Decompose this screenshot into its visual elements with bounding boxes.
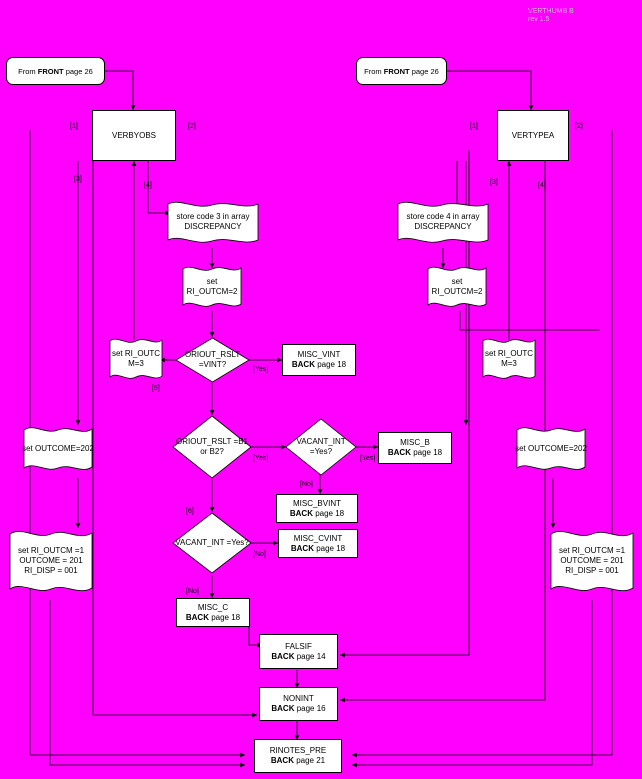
verbyobs-label: VERBYOBS bbox=[111, 130, 156, 140]
from-front-left-pre: From bbox=[18, 66, 38, 76]
dec-b1b2-line1: ORIOUT_RSLT bbox=[176, 437, 232, 447]
flag-set-final-left[interactable] bbox=[8, 528, 94, 600]
misc-b-ref-strong: BACK bbox=[387, 448, 411, 457]
edge-label-l1: [1] bbox=[70, 123, 78, 130]
set-riout3-left-line2: RI_OUTC M=3 bbox=[124, 349, 161, 368]
misc-bvint-ref-strong: BACK bbox=[289, 508, 313, 518]
from-front-right-post: page 26 bbox=[409, 66, 439, 76]
flag-store-code-4[interactable] bbox=[396, 200, 490, 250]
misc-cvint-ref-rest: page 18 bbox=[313, 543, 346, 553]
set-outcome202-left-line2: OUTCOME=202 bbox=[35, 443, 94, 453]
misc-vint-ref-strong: BACK bbox=[291, 360, 315, 369]
flag-set-riout3-right[interactable] bbox=[481, 337, 537, 385]
edge-label-l4: [4] bbox=[144, 182, 152, 189]
misc-vint-ref-rest: page 18 bbox=[314, 360, 347, 369]
ref-nonint[interactable] bbox=[259, 687, 338, 721]
from-front-left-post: page 26 bbox=[63, 66, 93, 76]
set-final-left-line2: RI_OUTCM =1 bbox=[30, 546, 85, 555]
misc-c-title: MISC_C bbox=[197, 602, 229, 612]
from-front-left-strong: FRONT bbox=[37, 66, 64, 76]
set-final-left-line4: RI_DISP = 001 bbox=[24, 566, 78, 575]
ref-rinotes-pre[interactable] bbox=[254, 739, 342, 773]
misc-c-ref-rest: page 18 bbox=[208, 612, 241, 622]
set-outcome202-right-line1: set bbox=[515, 443, 526, 453]
edge-label-r3: [3] bbox=[490, 179, 498, 186]
ref-misc-cvint[interactable] bbox=[278, 529, 358, 558]
ref-misc-c[interactable] bbox=[176, 598, 250, 627]
edge-label-yes1: [Yes] bbox=[253, 366, 269, 373]
flag-set-final-right[interactable] bbox=[549, 528, 635, 600]
dec-vint-line2: =VINT? bbox=[198, 360, 227, 369]
flag-set-riout3-left[interactable] bbox=[108, 337, 164, 385]
edge-label-r4: [4] bbox=[538, 182, 546, 189]
store3-line2: DISCREPANCY bbox=[184, 222, 242, 231]
misc-bvint-ref-rest: page 18 bbox=[312, 508, 345, 518]
node-vertypea[interactable] bbox=[497, 110, 569, 161]
decision-vacant-int-bottom[interactable] bbox=[172, 512, 252, 574]
set-riout3-left-line1: set bbox=[111, 349, 123, 358]
edge-label-no3: [No] bbox=[253, 551, 266, 558]
set-final-right-line4: RI_DISP = 001 bbox=[565, 566, 619, 575]
flag-set-riout2-right[interactable] bbox=[426, 265, 488, 313]
falsif-ref-rest: page 14 bbox=[294, 651, 326, 661]
set-final-right-line3: OUTCOME = 201 bbox=[560, 556, 624, 565]
set-riout2-left-line2: RI_OUTCM=2 bbox=[186, 287, 238, 296]
from-front-right-strong: FRONT bbox=[383, 66, 410, 76]
set-final-right-line1: set bbox=[558, 546, 570, 555]
ref-misc-b[interactable] bbox=[378, 432, 452, 464]
misc-vint-title: MISC_VINT bbox=[297, 350, 341, 359]
set-riout3-right-line2: RI_OUTC M=3 bbox=[497, 349, 534, 368]
edge-label-no4: [No] bbox=[186, 588, 199, 595]
set-final-left-line3: OUTCOME = 201 bbox=[19, 556, 83, 565]
from-front-right-pre: From bbox=[364, 66, 384, 76]
node-verbyobs[interactable] bbox=[92, 110, 176, 161]
set-final-right-line2: RI_OUTCM =1 bbox=[571, 546, 626, 555]
store3-line1: store code 3 in array bbox=[176, 212, 250, 221]
misc-b-ref-rest: page 18 bbox=[410, 448, 443, 457]
decision-oriout-vint[interactable] bbox=[175, 337, 250, 383]
falsif-title: FALSIF bbox=[285, 641, 312, 651]
set-riout2-right-line2: RI_OUTCM=2 bbox=[431, 287, 483, 296]
misc-b-title: MISC_B bbox=[400, 438, 430, 447]
dec-vacant-top-line2: =Yes? bbox=[309, 447, 333, 456]
vertypea-label: VERTYPEA bbox=[511, 130, 555, 140]
rinotes-pre-ref-rest: page 21 bbox=[293, 756, 326, 765]
connector-from-front-left[interactable] bbox=[6, 57, 105, 85]
dec-vacant-bottom-line2: =Yes? bbox=[226, 538, 249, 548]
nonint-ref-rest: page 16 bbox=[294, 704, 326, 713]
decision-vacant-int-top[interactable] bbox=[285, 418, 357, 476]
set-riout3-right-line1: set bbox=[484, 349, 496, 358]
falsif-ref-strong: BACK bbox=[271, 651, 295, 661]
misc-c-ref-strong: BACK bbox=[185, 612, 209, 622]
connector-from-front-right[interactable] bbox=[356, 57, 447, 85]
dec-vint-line1: ORIOUT_RSLT bbox=[184, 350, 241, 360]
ref-misc-vint[interactable] bbox=[282, 344, 356, 376]
flag-store-code-3[interactable] bbox=[166, 200, 260, 250]
edge-label-l2: [2] bbox=[188, 123, 196, 130]
watermark: VERTHUMB B rev 1.5 bbox=[528, 8, 574, 24]
nonint-ref-strong: BACK bbox=[271, 704, 295, 713]
edge-label-l3: [3] bbox=[74, 176, 82, 183]
store4-line1: store code 4 in array bbox=[406, 212, 480, 221]
set-riout2-left-line1: set bbox=[206, 277, 218, 286]
edge-label-r2: [2] bbox=[575, 123, 583, 130]
decision-oriout-b1b2[interactable] bbox=[172, 415, 252, 479]
set-final-left-line1: set bbox=[17, 546, 29, 555]
set-outcome202-left-line1: set bbox=[22, 443, 33, 453]
edge-label-l6: [6] bbox=[186, 508, 194, 515]
edge-label-l5: [5] bbox=[152, 385, 160, 392]
edge-label-yes3: [Yes] bbox=[360, 455, 376, 462]
dec-vacant-bottom-line1: VACANT_INT bbox=[175, 538, 225, 548]
flag-set-outcome202-right[interactable] bbox=[515, 425, 587, 477]
store4-line2: DISCREPANCY bbox=[414, 222, 472, 231]
edge-label-r1: [1] bbox=[470, 123, 478, 130]
nonint-title: NONINT bbox=[283, 694, 314, 703]
set-riout2-right-line1: set bbox=[451, 277, 463, 286]
misc-cvint-ref-strong: BACK bbox=[290, 543, 314, 553]
dec-vacant-top-line1: VACANT_INT bbox=[296, 437, 346, 447]
edge-label-yes2: [Yes] bbox=[253, 455, 269, 462]
ref-misc-bvint[interactable] bbox=[276, 494, 358, 523]
misc-bvint-title: MISC_BVINT bbox=[292, 498, 341, 508]
ref-falsif[interactable] bbox=[259, 634, 338, 669]
misc-cvint-title: MISC_CVINT bbox=[293, 533, 343, 543]
edge-label-no2: [No] bbox=[300, 481, 313, 488]
flag-set-outcome202-left[interactable] bbox=[22, 425, 94, 477]
dec-b1b2-line2: =B1 or B2? bbox=[200, 437, 248, 456]
flag-set-riout2-left[interactable] bbox=[181, 265, 243, 313]
rinotes-pre-title: RINOTES_PRE bbox=[269, 746, 327, 755]
rinotes-pre-ref-strong: BACK bbox=[270, 756, 294, 765]
set-outcome202-right-line2: OUTCOME=202 bbox=[528, 443, 587, 453]
